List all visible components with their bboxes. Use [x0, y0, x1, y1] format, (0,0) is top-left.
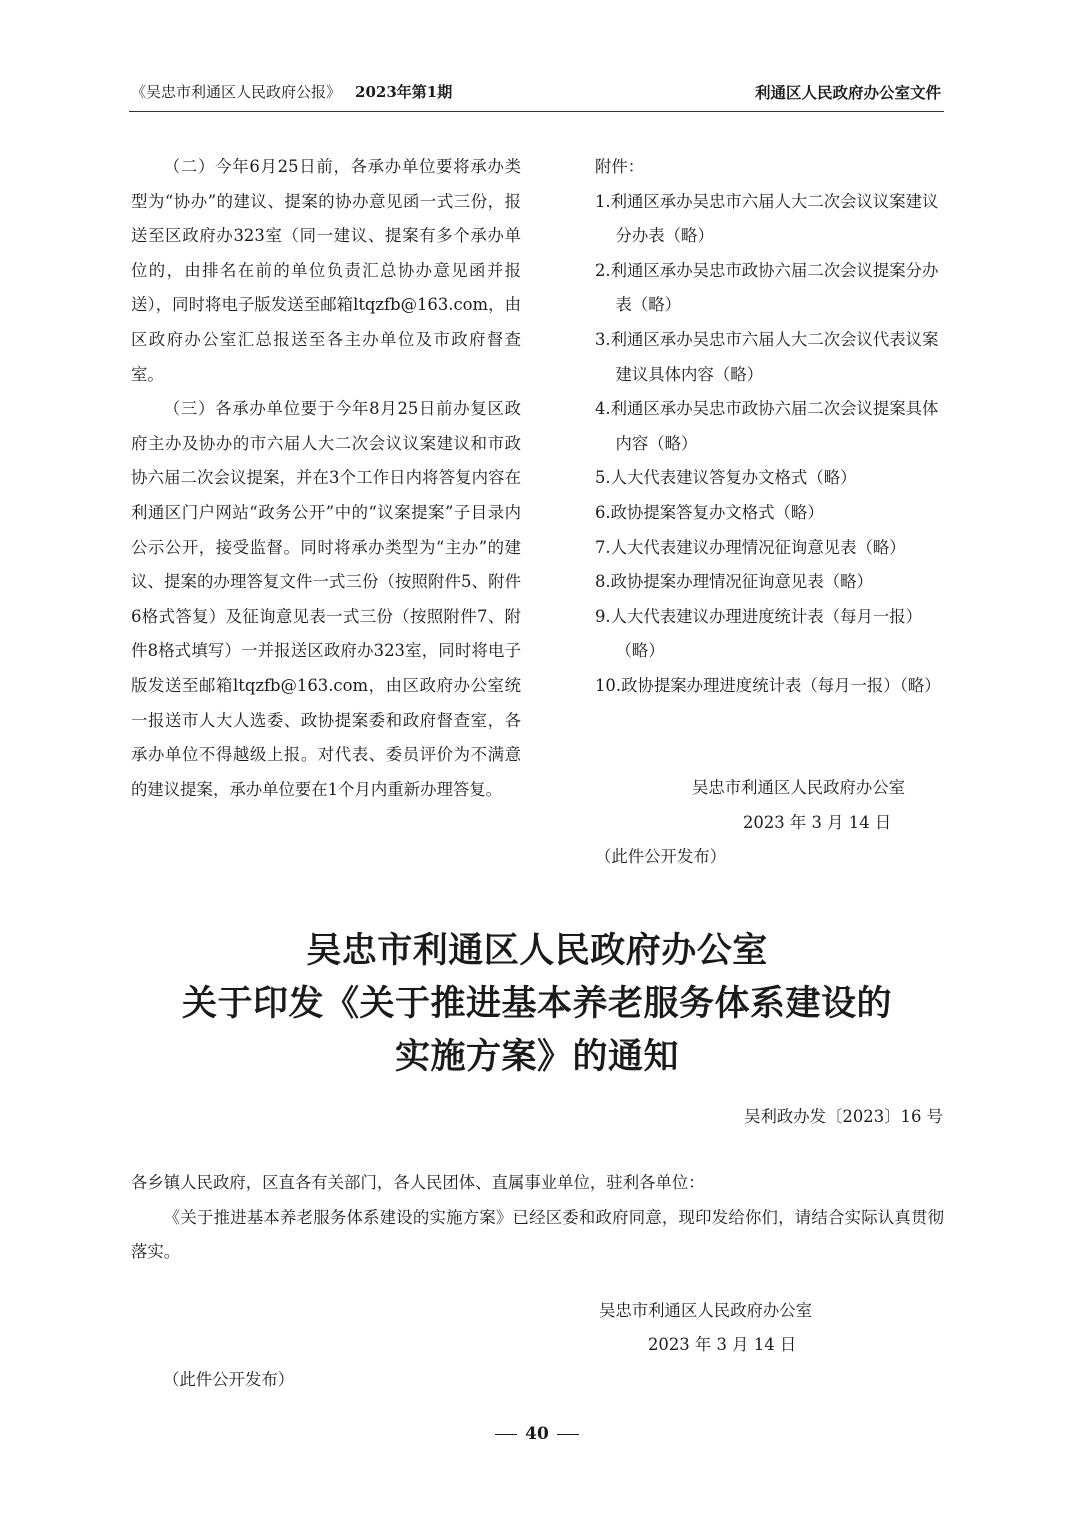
title-line: 吴忠市利通区人民政府办公室	[306, 931, 768, 971]
header-left	[131, 81, 452, 102]
paragraph: （三）各承办单位要于今年8月25日前办复区政府主办及协办的市六届人大二次会议议案建议和市政协六届二次会议提案，并在3个工作日内将答复内容在利通区门户网站“政务公开”中的“议案提案”子目录内公示公开，接受监督。同时将承办类型为“主办”的建议、提案的办理答复文件一式三份（按照附件5、附件6格式答复）及征询意见表一式三份（按照附件7、附件8格式填写）一并报送区政府办323室，同时将电子版发送至邮箱ltqzfb@163.com，由区政府办公室统一报送市人大人选委、政协提案委和政府督查室，各承办单位不得越级上报。对代表、委员评价为不满意的建议提案，承办单位要在1个月内重新办理答复。	[131, 399, 521, 799]
attachment-item: 9.人大代表建议办理进度统计表（每月一报）（略）	[595, 606, 923, 661]
page-number	[0, 1424, 1074, 1444]
notice-text: 《关于推进基本养老服务体系建设的实施方案》已经区委和政府同意，现印发给你们，请结合实际认真贯彻落实。	[131, 1207, 944, 1262]
attachment-item: 1.利通区承办吴忠市六届人大二次会议议案建议分办表（略）	[595, 191, 939, 246]
attachment-item: 8.政协提案办理情况征询意见表（略）	[595, 572, 873, 592]
sign-date: 2023 年 3 月 14 日	[743, 813, 892, 832]
title-line: 关于印发《关于推进基本养老服务体系建设的	[181, 984, 892, 1024]
attachment-item: 5.人大代表建议答复办文格式（略）	[595, 468, 857, 488]
notice-signer: 吴忠市利通区人民政府办公室	[599, 1301, 813, 1320]
attachment-item: 10.政协提案办理进度统计表（每月一报）（略）	[595, 675, 941, 695]
document-number: 吴利政办发〔2023〕16 号	[744, 1107, 943, 1126]
attachment-item: 7.人大代表建议办理情况征询意见表（略）	[595, 537, 906, 557]
right-column	[595, 150, 945, 866]
dash-left	[495, 1434, 517, 1435]
dash-right	[557, 1434, 579, 1435]
journal-title: 《吴忠市利通区人民政府公报》	[131, 83, 342, 101]
signer: 吴忠市利通区人民政府办公室	[692, 778, 906, 797]
running-header	[131, 78, 943, 104]
attachments-title: 附件：	[595, 157, 645, 176]
left-column	[131, 150, 521, 807]
header-rule	[129, 111, 944, 112]
attachment-item: 2.利通区承办吴忠市政协六届二次会议提案分办表（略）	[595, 260, 939, 315]
notice-body	[131, 1166, 944, 1270]
title-line: 实施方案》的通知	[394, 1037, 679, 1077]
paragraph: （二）今年6月25日前，各承办单位要将承办类型为“协办”的建议、提案的协办意见函一式三份，报送至区政府办323室（同一建议、提案有多个承办单位的，由排名在前的单位负责汇总协办意见函并报送），同时将电子版发送至邮箱ltqzfb@163.com，由区政府办公室汇总报送至各主办单位及市政府督查室。	[131, 157, 521, 384]
notice-publication-note: （此件公开发布）	[163, 1370, 295, 1389]
notice-title	[80, 925, 994, 1084]
issue-label: 2023年第1期	[355, 83, 453, 101]
attachments-list	[595, 185, 945, 704]
publication-note: （此件公开发布）	[595, 847, 727, 866]
attachment-item: 3.利通区承办吴忠市六届人大二次会议代表议案建议具体内容（略）	[595, 329, 939, 384]
attachment-item: 4.利通区承办吴忠市政协六届二次会议提案具体内容（略）	[595, 399, 939, 453]
attachment-item: 6.政协提案答复办文格式（略）	[595, 502, 824, 522]
header-right: 利通区人民政府办公室文件	[754, 83, 941, 102]
salutation: 各乡镇人民政府，区直各有关部门，各人民团体、直属事业单位，驻利各单位：	[131, 1173, 705, 1192]
notice-date: 2023 年 3 月 14 日	[648, 1335, 797, 1354]
page-number-value: 40	[525, 1424, 549, 1444]
